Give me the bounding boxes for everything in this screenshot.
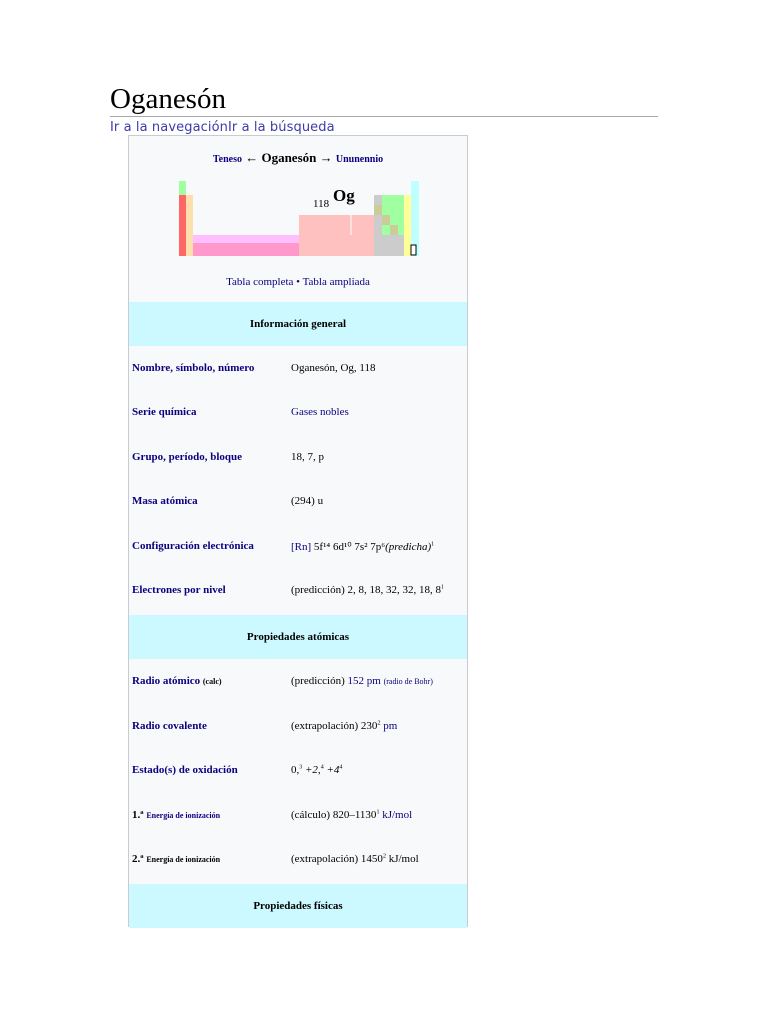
kjmol-unit-text: kJ/mol <box>388 853 419 865</box>
row-value-name: Oganesón, Og, 118 <box>291 362 376 374</box>
row-label-mass[interactable]: Masa atómica <box>132 495 198 507</box>
row-value-ionization-1 <box>291 809 412 821</box>
ionization-2-text: Energía de ionización <box>146 855 221 864</box>
oxidation-2: +2, <box>305 764 321 776</box>
prev-element-link[interactable]: Teneso <box>212 154 242 165</box>
row-label-electrons[interactable]: Electrones por nivel <box>132 584 226 596</box>
row-value-series <box>291 406 349 418</box>
row-label-atomic-radius <box>132 675 222 687</box>
row-value-mass: (294) u <box>291 495 324 507</box>
pt-block-alkali <box>179 195 186 256</box>
row-value-atomic-radius <box>291 675 433 687</box>
ionization-energy-link[interactable]: Energía de ionización <box>146 811 221 820</box>
ionization-1-num: 1.ª <box>132 809 144 821</box>
electrons-text: (predicción) 2, 8, 18, 32, 32, 18, 8 <box>291 584 441 596</box>
row-value-oxidation <box>291 764 342 776</box>
config-text: 5f¹⁴ 6d¹⁰ 7s² 7p⁶ <box>313 541 386 553</box>
pt-block-halogens <box>404 195 411 256</box>
ref-sup[interactable]: 2 <box>382 853 386 860</box>
element-nav <box>129 150 467 166</box>
ionization-1-prefix: (cálculo) 820–1130 <box>291 809 377 821</box>
periodic-table-location-image[interactable] <box>179 181 421 256</box>
full-table-link[interactable]: Tabla completa <box>226 276 294 288</box>
ref-sup[interactable]: 1 <box>441 584 444 591</box>
table-row <box>129 479 467 523</box>
pt-metalloid-1 <box>374 205 382 215</box>
table-row <box>129 659 467 703</box>
atomic-radius-value-link[interactable]: 152 pm <box>347 675 381 687</box>
table-row <box>129 568 467 612</box>
covalent-prefix: (extrapolación) 230 <box>291 720 378 732</box>
ref-sup[interactable]: 3 <box>299 764 303 771</box>
row-value-config <box>291 540 434 553</box>
pt-cell-h <box>179 181 186 195</box>
atomic-radius-link[interactable]: Radio atómico <box>132 675 201 687</box>
table-row <box>129 524 467 568</box>
table-links-separator: • <box>296 276 301 288</box>
pt-block-actinides <box>193 243 306 256</box>
left-arrow-icon: ← <box>245 150 259 165</box>
row-label-ionization-1 <box>132 809 220 821</box>
table-row <box>129 704 467 748</box>
jump-to-navigation-link[interactable]: Ir a la navegación <box>110 120 228 135</box>
table-row <box>129 793 467 837</box>
ref-sup[interactable]: 4 <box>320 764 324 771</box>
pm-unit-link[interactable]: pm <box>383 720 398 732</box>
ref-sup[interactable]: 1 <box>376 809 380 816</box>
section-general-info: Información general <box>129 302 467 346</box>
element-number: 118 <box>313 198 330 210</box>
oxidation-4: +4 <box>326 764 340 776</box>
table-row <box>129 837 467 881</box>
row-value-covalent-radius <box>291 720 397 732</box>
pt-metalloid-2 <box>382 215 390 225</box>
current-element: Oganesón <box>261 150 317 165</box>
row-label-group[interactable]: Grupo, período, bloque <box>132 451 243 463</box>
pt-highlight-og <box>411 245 416 255</box>
table-row <box>129 390 467 434</box>
kjmol-unit-link[interactable]: kJ/mol <box>382 809 413 821</box>
table-links <box>129 276 467 288</box>
pt-block-alkaline <box>186 195 193 256</box>
ref-sup[interactable]: 1 <box>431 541 435 548</box>
bohr-radius-link[interactable]: (radio de Bohr) <box>383 677 433 686</box>
right-arrow-icon: → <box>319 150 333 165</box>
extended-table-link[interactable]: Tabla ampliada <box>302 276 370 288</box>
table-row <box>129 435 467 479</box>
row-label-config[interactable]: Configuración electrónica <box>132 540 254 552</box>
element-symbol: Og <box>333 186 355 205</box>
pt-metalloid-3 <box>390 225 398 235</box>
ionization-2-num: 2.ª <box>132 853 144 865</box>
title-divider <box>110 116 658 117</box>
row-value-group: 18, 7, p <box>291 451 324 463</box>
row-label-series[interactable]: Serie química <box>132 406 197 418</box>
page-title: Oganesón <box>110 83 226 115</box>
row-label-covalent-radius[interactable]: Radio covalente <box>132 720 207 732</box>
config-note: (predicha) <box>385 541 432 553</box>
jump-to-search-link[interactable]: Ir a la búsqueda <box>228 120 335 135</box>
next-element-link[interactable]: Ununennio <box>335 154 384 165</box>
row-value-electrons <box>291 584 444 596</box>
ref-sup[interactable]: 2 <box>377 720 381 727</box>
pt-block-d <box>299 215 374 256</box>
section-atomic-properties: Propiedades atómicas <box>129 615 467 659</box>
row-value-ionization-2 <box>291 853 419 865</box>
row-label-ionization-2 <box>132 853 220 865</box>
atomic-radius-calc: (calc) <box>202 677 222 686</box>
element-infobox <box>128 135 468 927</box>
section-physical-properties: Propiedades físicas <box>129 884 467 928</box>
ref-sup[interactable]: 4 <box>339 764 343 771</box>
ionization-2-prefix: (extrapolación) 1450 <box>291 853 383 865</box>
radon-core-link[interactable]: [Rn] <box>291 541 312 553</box>
row-label-oxidation[interactable]: Estado(s) de oxidación <box>132 764 238 776</box>
table-row <box>129 346 467 390</box>
noble-gases-link[interactable]: Gases nobles <box>291 406 349 418</box>
jump-links <box>110 120 335 135</box>
atomic-radius-prefix: (predicción) <box>291 675 345 687</box>
row-label-name[interactable]: Nombre, símbolo, número <box>132 362 255 374</box>
table-row <box>129 748 467 792</box>
oxidation-0: 0, <box>291 764 300 776</box>
